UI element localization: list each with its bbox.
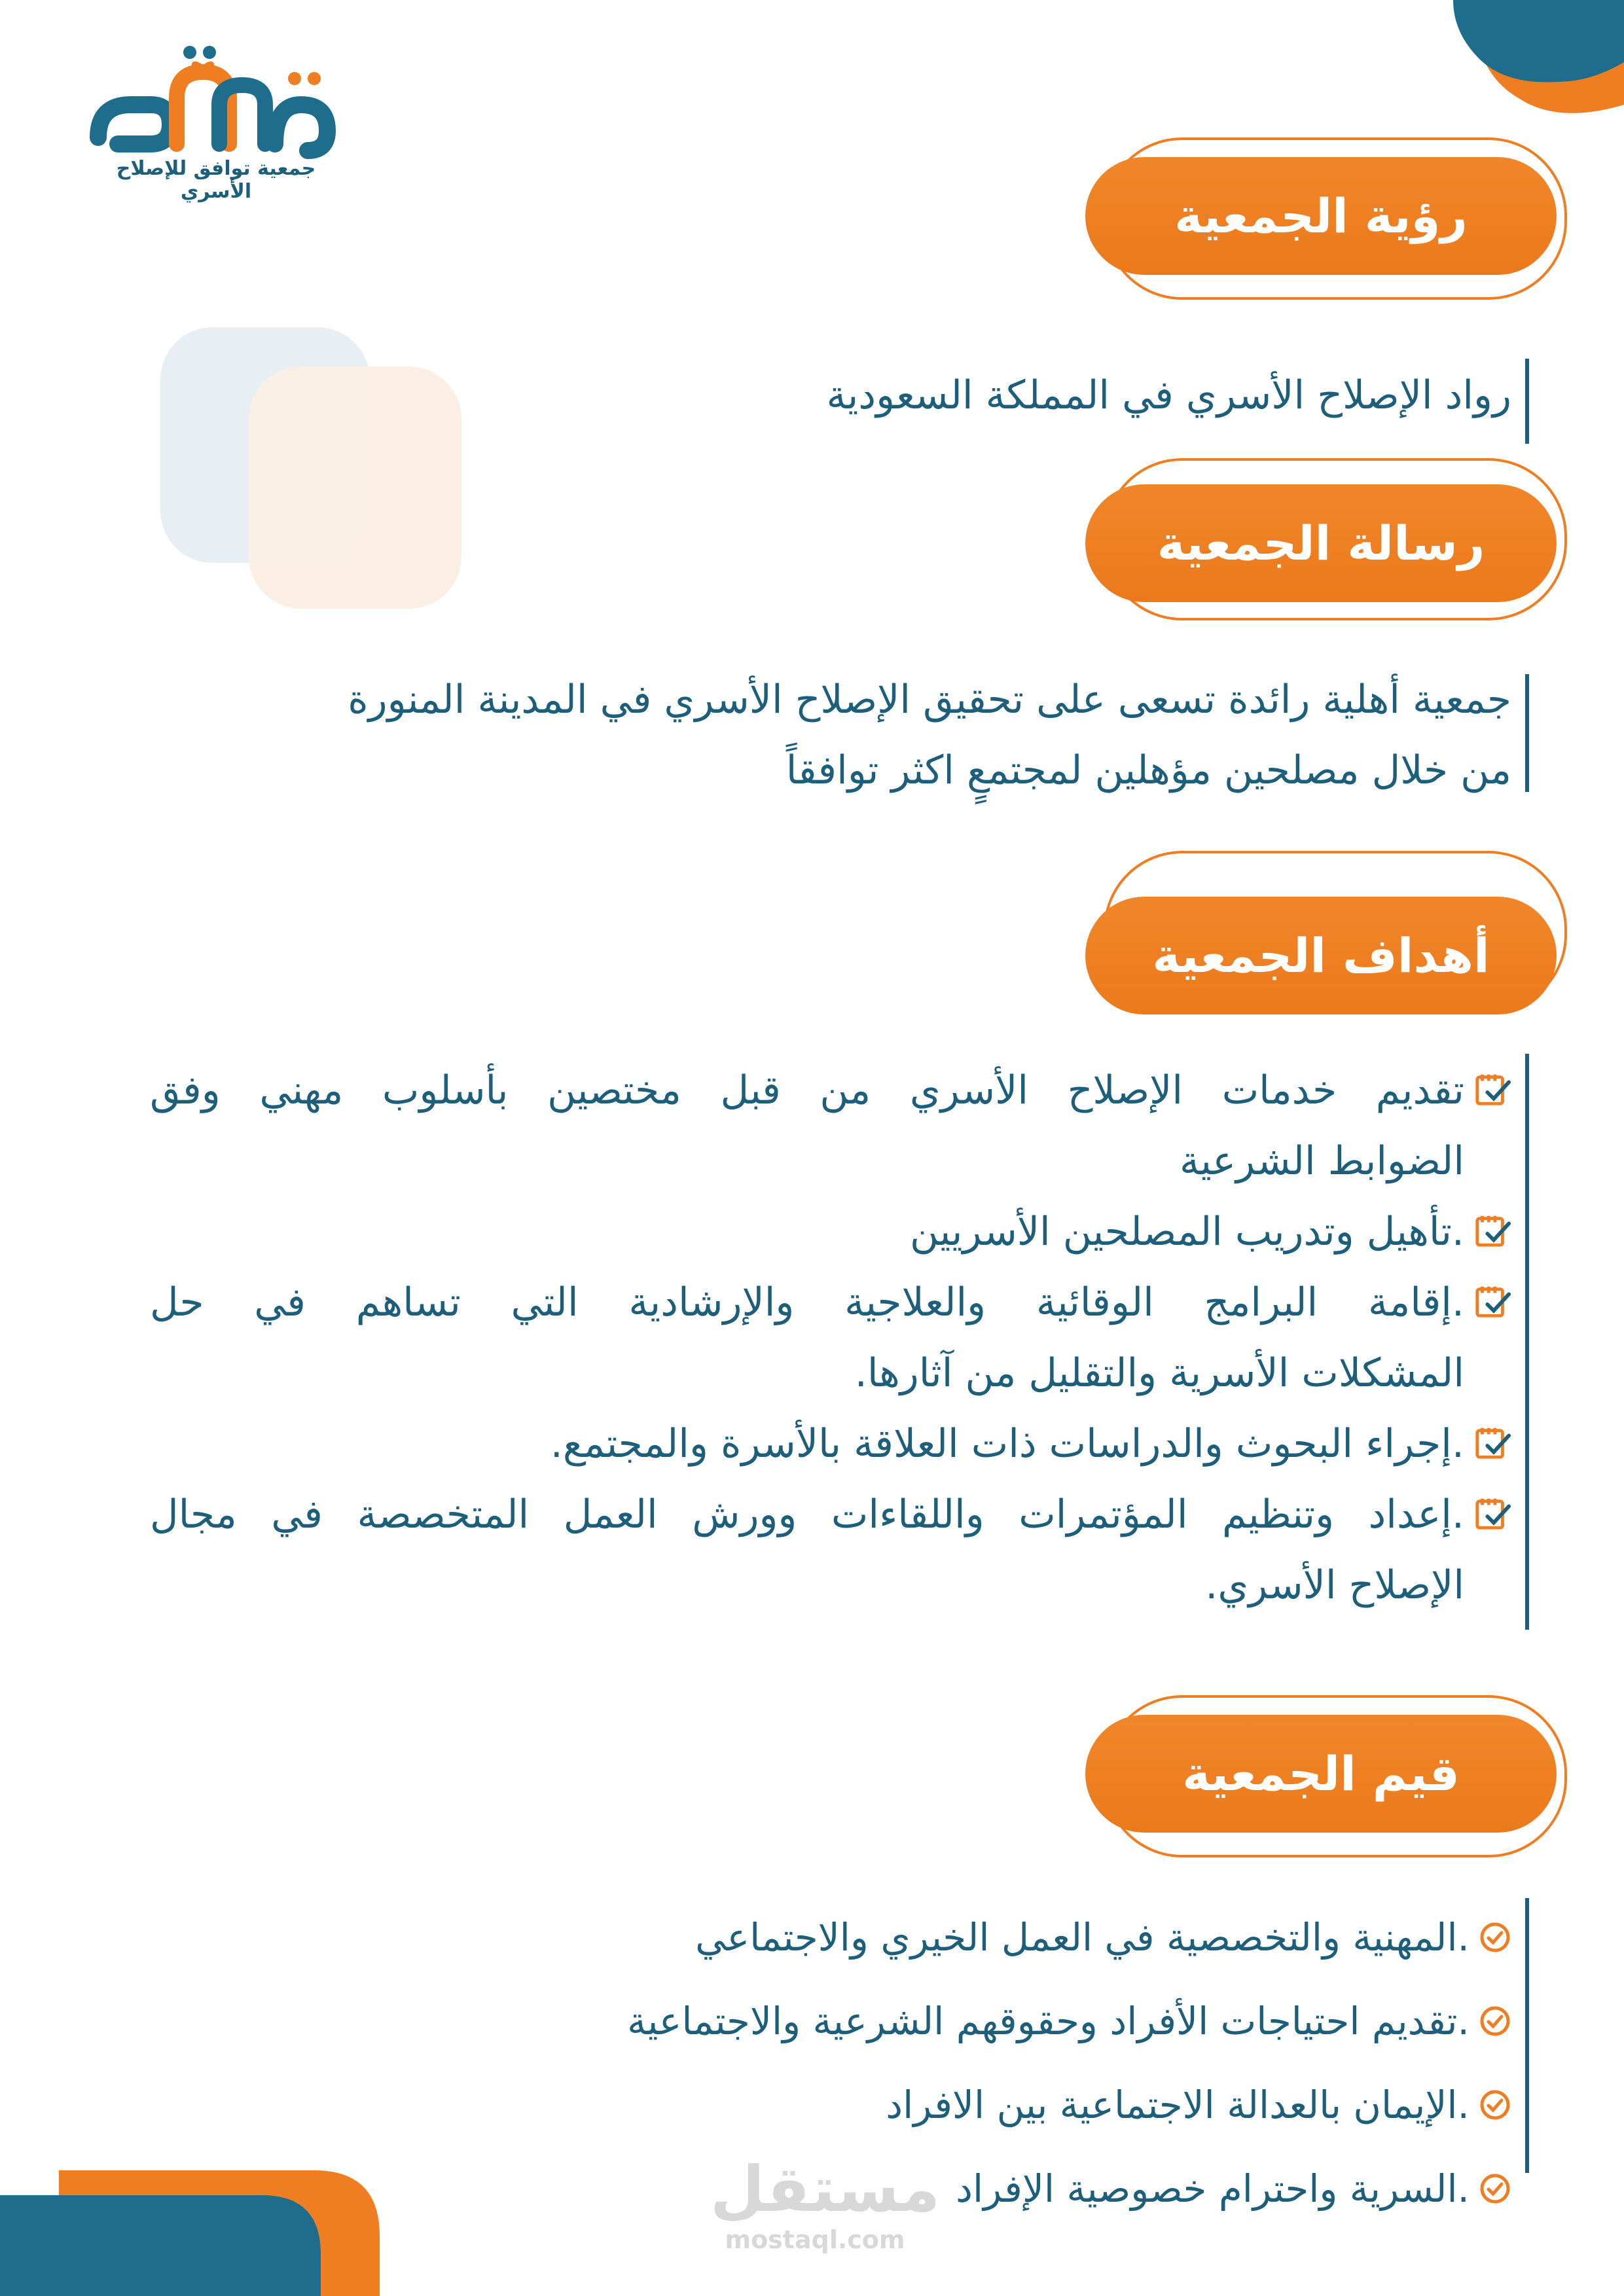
- goal-item-3: [150, 1267, 1511, 1408]
- values-title: قيم الجمعية: [1085, 1715, 1557, 1833]
- checklist-icon: [1473, 1283, 1511, 1321]
- checklist-icon: [1473, 1071, 1511, 1109]
- vision-heading: [1085, 137, 1563, 295]
- mission-bar: [1525, 674, 1529, 792]
- vision-bar: [1525, 359, 1529, 444]
- mission-heading: [1085, 458, 1563, 615]
- goal-1-line-2: الضوابط الشرعية: [1179, 1138, 1464, 1184]
- goal-1-line-1: تقديم خدمات الإصلاح الأسري من قبل مختصين بأسلوب مهني وفق: [150, 1067, 1464, 1113]
- goals-list: [150, 1055, 1511, 1621]
- check-circle-icon: [1479, 2005, 1511, 2037]
- checklist-icon: [1473, 1495, 1511, 1533]
- watermark-arabic: مستقل: [710, 2153, 941, 2226]
- goal-item-1: [150, 1055, 1511, 1196]
- checklist-icon: [1473, 1212, 1511, 1250]
- value-3-text: .الإيمان بالعدالة الاجتماعية بين الافراد: [886, 2083, 1470, 2127]
- logo-subtitle: جمعية توافق للإصلاح الأسري: [116, 157, 316, 203]
- goal-5-line-2: الإصلاح الأسري.: [1205, 1562, 1464, 1608]
- vision-title: رؤية الجمعية: [1085, 157, 1557, 275]
- check-circle-icon: [1479, 2172, 1511, 2205]
- values-heading: [1085, 1695, 1563, 1852]
- bottom-left-corner-decoration: [0, 2165, 393, 2296]
- goal-3-line-2: المشكلات الأسرية والتقليل من آثارها.: [854, 1350, 1464, 1396]
- mission-line-1: جمعية أهلية رائدة تسعى على تحقيق الإصلاح الأسري في المدينة المنورة: [348, 677, 1511, 723]
- vision-text: رواد الإصلاح الأسري في المملكة السعودية: [826, 372, 1511, 418]
- vision-text-block: [660, 360, 1511, 431]
- goal-5-line-1: .إعداد وتنظيم المؤتمرات واللقاءات وورش العمل المتخصصة في مجال: [150, 1492, 1464, 1537]
- mission-text-block: [137, 664, 1511, 806]
- goal-4-line-1: .إجراء البحوث والدراسات ذات العلاقة بالأسرة والمجتمع.: [550, 1421, 1464, 1467]
- goals-bar: [1525, 1054, 1529, 1630]
- goals-title: أهداف الجمعية: [1085, 897, 1557, 1014]
- value-1-text: .المهنية والتخصصية في العمل الخيري والاجتماعي: [695, 1915, 1470, 1960]
- watermark-latin: mostaql.com: [725, 2225, 905, 2254]
- value-item-3: [399, 2063, 1511, 2147]
- values-bar: [1525, 1898, 1529, 2173]
- goal-item-5: [150, 1479, 1511, 1621]
- mission-line-2: من خلال مصلحين مؤهلين لمجتمعٍ اكثر توافقاً: [785, 747, 1511, 793]
- check-circle-icon: [1479, 1921, 1511, 1954]
- goal-item-2: [150, 1196, 1511, 1267]
- values-list: [399, 1895, 1511, 2231]
- goals-heading: [1085, 851, 1563, 1008]
- checklist-icon: [1473, 1424, 1511, 1462]
- goal-item-4: [150, 1408, 1511, 1479]
- bg-square-peach: [249, 367, 461, 609]
- watermark: [710, 2153, 941, 2254]
- top-right-corner-decoration: [1427, 0, 1624, 118]
- mission-title: رسالة الجمعية: [1085, 484, 1557, 602]
- check-circle-icon: [1479, 2089, 1511, 2121]
- value-item-2: [399, 1979, 1511, 2063]
- goal-2-line-1: .تأهيل وتدريب المصلحين الأسريين: [909, 1209, 1464, 1255]
- value-item-1: [399, 1895, 1511, 1979]
- value-4-text: .السرية واحترام خصوصية الإفراد: [956, 2166, 1470, 2211]
- value-item-4: [399, 2147, 1511, 2231]
- value-2-text: .تقديم احتياجات الأفراد وحقوقهم الشرعية والاجتماعية: [627, 1999, 1470, 2043]
- goal-3-line-1: .إقامة البرامج الوقائية والعلاجية والإرشادية التي تساهم في حل: [150, 1280, 1464, 1325]
